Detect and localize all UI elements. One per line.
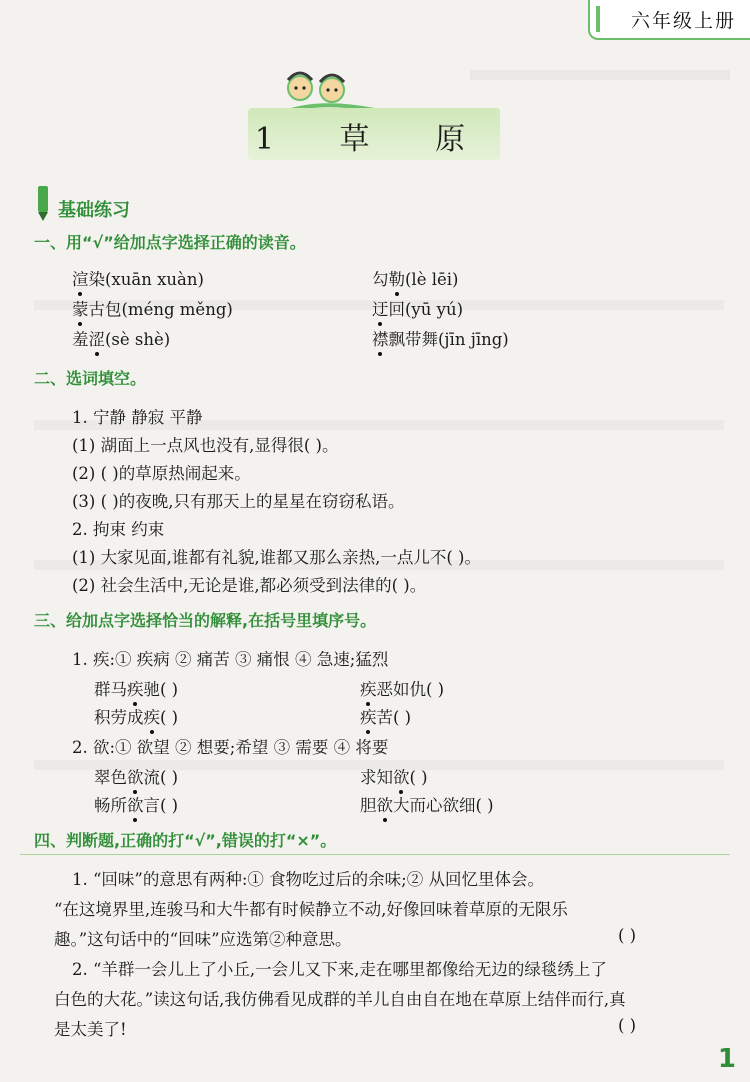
bleed-through-line [470, 70, 730, 80]
q3-dotted-char: 疾 [127, 676, 144, 700]
q2-item: (2) 社会生活中,无论是谁,都必须受到法律的( )。 [72, 576, 427, 595]
q1-item: 勾勒(lè lēi) [372, 266, 458, 290]
q2-item: (3) ( )的夜晚,只有那天上的星星在窃窃私语。 [72, 492, 405, 511]
q4-statement-line: 白色的大花。”读这句话,我仿佛看见成群的羊儿自由自在地在草原上结伴而行,真 [54, 990, 626, 1009]
q1-item: 渲染(xuān xuàn) [72, 266, 204, 290]
q3-item: 群马疾驰( ) [94, 676, 178, 700]
q3-definitions: 2. 欲:① 欲望 ② 想要;希望 ③ 需要 ④ 将要 [72, 738, 389, 757]
q1-dotted-char: 涩 [89, 326, 106, 350]
q3-item: 疾恶如仇( ) [360, 676, 444, 700]
q1-dotted-char: 迂 [372, 296, 389, 320]
q3-dotted-char: 疾 [360, 704, 377, 728]
q3-dotted-char: 欲 [393, 764, 410, 788]
answer-paren[interactable]: ( ) [618, 1016, 637, 1035]
q3-item: 畅所欲言( ) [94, 792, 178, 816]
lesson-title: 1 草 原 [254, 122, 494, 157]
q3-dotted-char: 欲 [127, 792, 144, 816]
q1-dotted-char: 蒙 [72, 296, 89, 320]
q1-item: 蒙古包(méng měng) [72, 296, 233, 320]
section-heading [38, 196, 130, 222]
q3-heading: 三、给加点字选择恰当的解释,在括号里填序号。 [34, 611, 377, 630]
q3-dotted-char: 欲 [377, 792, 394, 816]
q2-heading: 二、选词填空。 [34, 369, 147, 388]
divider [20, 854, 730, 855]
answer-paren[interactable]: ( ) [618, 926, 637, 945]
q2-word-choices: 2. 拘束 约束 [72, 520, 165, 539]
q3-item: 疾苦( ) [360, 704, 411, 728]
q1-dotted-char: 襟 [372, 326, 389, 350]
q3-item: 积劳成疾( ) [94, 704, 178, 728]
q3-item: 翠色欲流( ) [94, 764, 178, 788]
q3-definitions: 1. 疾:① 疾病 ② 痛苦 ③ 痛恨 ④ 急速;猛烈 [72, 650, 389, 669]
q3-dotted-char: 欲 [127, 764, 144, 788]
q2-item: (2) ( )的草原热闹起来。 [72, 464, 251, 483]
q4-statement-line: 1. “回味”的意思有两种:① 食物吃过后的余味;② 从回忆里体会。 [72, 870, 544, 889]
q3-item: 胆欲大而心欲细( ) [360, 792, 494, 816]
q4-statement-line: 2. “羊群一会儿上了小丘,一会儿又下来,走在哪里都像给无边的绿毯绣上了 [72, 960, 607, 979]
page-number: 1 [717, 1044, 736, 1074]
q1-heading: 一、用“√”给加点字选择正确的读音。 [34, 233, 306, 252]
q4-statement-line: “在这境界里,连骏马和大牛都有时候静立不动,好像回味着草原的无限乐 [54, 900, 568, 919]
grade-label: 六年级上册 [630, 10, 736, 32]
q1-item: 襟飘带舞(jīn jīng) [372, 326, 509, 350]
q2-item: (1) 大家见面,谁都有礼貌,谁都又那么亲热,一点儿不( )。 [72, 548, 481, 567]
q1-item: 羞涩(sè shè) [72, 326, 170, 350]
q4-heading: 四、判断题,正确的打“√”,错误的打“×”。 [34, 831, 337, 850]
q1-dotted-char: 渲 [72, 266, 89, 290]
q3-dotted-char: 疾 [144, 704, 161, 728]
tab-stripe [596, 6, 600, 32]
q4-statement-line: 是太美了! [54, 1020, 127, 1039]
q4-statement-line: 趣。”这句话中的“回味”应选第②种意思。 [54, 930, 352, 949]
q2-item: (1) 湖面上一点风也没有,显得很( )。 [72, 436, 339, 455]
q1-item: 迂回(yū yú) [372, 296, 463, 320]
q3-item: 求知欲( ) [360, 764, 428, 788]
q3-dotted-char: 疾 [360, 676, 377, 700]
q2-word-choices: 1. 宁静 静寂 平静 [72, 408, 203, 427]
section-label: 基础练习 [58, 200, 130, 221]
q1-dotted-char: 勒 [389, 266, 406, 290]
